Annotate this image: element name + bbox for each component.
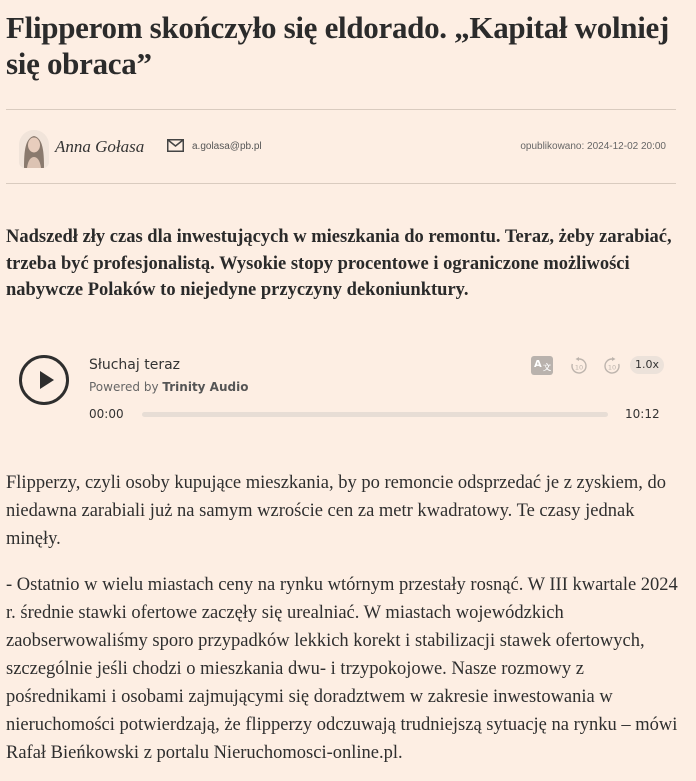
- powered-by: [89, 380, 248, 394]
- author-avatar[interactable]: [19, 130, 49, 168]
- powered-brand: Trinity Audio: [162, 380, 249, 394]
- divider: [6, 183, 676, 184]
- translate-icon[interactable]: A 文: [531, 356, 553, 375]
- article-paragraph: Flipperzy, czyli osoby kupujące mieszkania, by po remoncie odsprzedać je z zyskiem, do niedawna zarabiali już na samym wzroście cen za metr kwadratowy. Te czasy jednak minęły.: [6, 473, 666, 549]
- publish-date: opublikowano: 2024-12-02 20:00: [520, 141, 666, 152]
- forward-10-icon[interactable]: [602, 356, 622, 376]
- current-time: 00:00: [89, 407, 124, 421]
- audio-player: [6, 350, 676, 430]
- svg-text:10: 10: [574, 363, 584, 372]
- play-button[interactable]: [19, 355, 69, 405]
- play-icon: [40, 371, 54, 389]
- author-name[interactable]: Anna Gołasa: [55, 137, 145, 156]
- byline: [6, 125, 676, 171]
- total-time: 10:12: [625, 407, 660, 421]
- powered-prefix: Powered by: [89, 380, 159, 394]
- article-paragraph: - Ostatnio w wielu miastach ceny na rynku wtórnym przestały rosnąć. W III kwartale 2024 r. średnie stawki ofertowe zaczęły się urealniać. W miastach wojewódzkich zaobserwowaliśmy sporo przypadków lekkich korekt i stabilizacji stawek ofertowych, szczególnie jeśli chodzi o mieszkania dwu- i trzypokojowe. Nasze rozmowy z pośrednikami i osobami zajmującymi się doradztwem w zakresie inwestowania w nieruchomości potwierdzają, że flipperzy odczuwają trudniejszą sytuację na rynku – mówi Rafał Bieńkowski z portalu Nieruchomosci-online.pl.: [6, 575, 678, 763]
- rewind-10-icon[interactable]: [569, 356, 589, 376]
- listen-label: Słuchaj teraz: [89, 357, 181, 373]
- svg-text:10: 10: [607, 363, 617, 372]
- article-title: Flipperom skończyło się eldorado. „Kapitał wolniej się obraca”: [6, 10, 669, 81]
- divider: [6, 109, 676, 110]
- speed-button[interactable]: 1.0x: [630, 356, 664, 374]
- progress-bar[interactable]: [142, 412, 608, 417]
- author-email[interactable]: a.golasa@pb.pl: [192, 141, 262, 152]
- article-lead: Nadszedł zły czas dla inwestujących w mieszkania do remontu. Teraz, żeby zarabiać, trzeba być profesjonalistą. Wysokie stopy procentowe i ograniczone możliwości nabywcze Polaków to niejedyne przyczyny dekoniunktury.: [6, 227, 672, 300]
- mail-icon[interactable]: [167, 139, 184, 152]
